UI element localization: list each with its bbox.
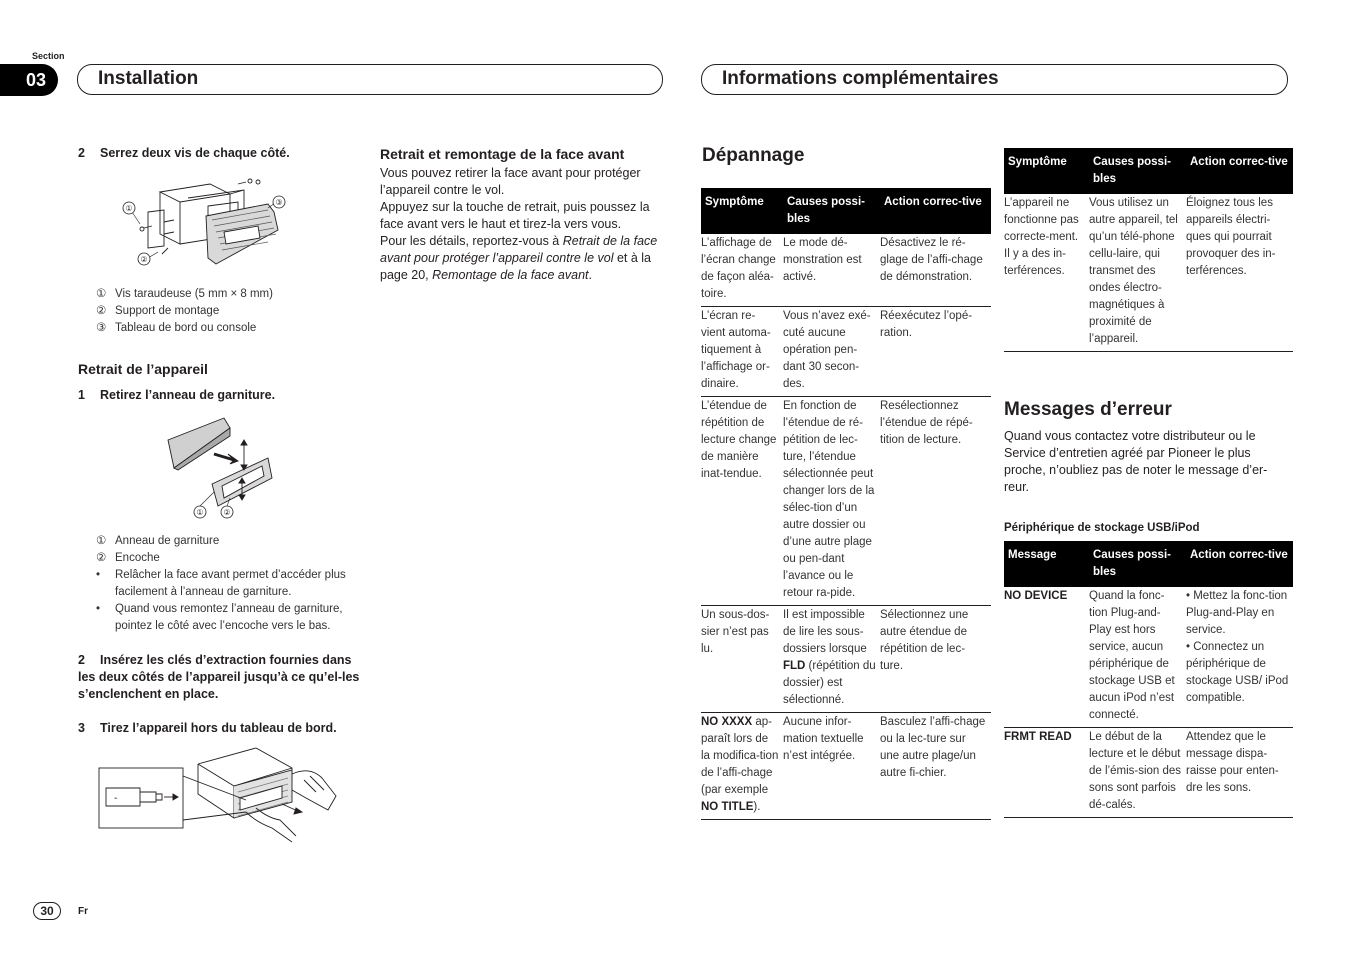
step-1-retirez: 1 Retirez l’anneau de garniture. [78,388,276,402]
depannage-heading: Dépannage [702,145,805,166]
section-label: Section [32,51,65,61]
usb-ipod-subheading: Périphérique de stockage USB/iPod [1004,522,1200,534]
face-avant-text [380,165,665,284]
paragraph: Appuyez sur la touche de retrait, puis poussez la face avant vers le haut et tirez-la vers vous. [380,200,650,231]
legend-marker: ① [96,288,107,300]
symptom-cell: L’affichage de l’écran change de façon aléa-toire. [701,234,783,307]
retrait-appareil-heading: Retrait de l’appareil [78,361,208,377]
cross-reference-link[interactable]: Retrait de la face avant pour protéger l’appareil contre le vol [380,234,658,265]
extraction-figure [96,746,346,846]
column-header: Causes possi-bles [783,188,880,234]
action-cell: • Mettez la fonc-tion Plug-and-Play en service. • Connectez un périphérique de stockage USB/ iPod compatible. [1186,587,1293,728]
step-3-tirez: 3 Tirez l’appareil hors du tableau de bord. [78,721,337,735]
action-cell: Basculez l’affi-chage ou la lec-ture sur une autre plage/un autre fi-chier. [880,713,991,820]
figure-2-legend [96,533,366,635]
installation-title: Installation [77,64,663,95]
message-cell: NO DEVICE [1004,587,1089,728]
action-cell: Désactivez le ré-glage de l’affi-chage de démonstration. [880,234,991,307]
callout-1: ① [196,508,204,517]
informations-title: Informations complémentaires [701,64,1288,95]
column-header: Causes possi-bles [1089,541,1186,587]
legend-marker: ① [96,535,107,547]
cause-cell: Vous n’avez exé-cuté aucune opération pen-dant 30 secon-des. [783,307,880,397]
column-header: Symptôme [701,188,783,234]
table-row [701,397,991,606]
action-cell: Réexécutez l’opé-ration. [880,307,991,397]
cross-reference-link[interactable]: Remontage de la face avant [432,268,589,282]
table-row [701,713,991,820]
legend-item: ① Vis taraudeuse (5 mm × 8 mm) [96,286,366,303]
legend-marker: ③ [96,322,107,334]
symptom-cell: Un sous-dos-sier n’est pas lu. [701,606,783,713]
callout-2: ② [223,508,231,517]
language-code: Fr [78,906,88,917]
action-cell: Attendez que le message dispa-raisse pour enten-dre les sons. [1186,728,1293,818]
table-header-row [1004,148,1293,194]
legend-item: • Relâcher la face avant permet d’accéder plus facilement à l’anneau de garniture. [96,567,366,601]
table-header-row [701,188,991,234]
cause-cell: Le mode dé-monstration est activé. [783,234,880,307]
table-row [701,307,991,397]
cause-cell: Quand la fonc-tion Plug-and-Play est hors service, aucun périphérique de stockage USB et aucun iPod n’est connecté. [1089,587,1186,728]
paragraph: Pour les détails, reportez-vous à Retrait de la face avant pour protéger l’appareil contre le vol et à la page 20, Remontage de la face avant. [380,234,658,282]
cause-cell: En fonction de l’étendue de ré-pétition de lec-ture, l’étendue sélectionnée peut changer lors de la sélec-tion d’un autre dossier ou d’une autre plage ou pen-dant l’avance ou le retour ra-pide. [783,397,880,606]
column-header: Causes possi-bles [1089,148,1186,194]
action-cell: Éloignez tous les appareils électri-ques qui pourrait provoquer des in-terférences. [1186,194,1293,352]
legend-marker: ② [96,305,107,317]
column-header: Symptôme [1004,148,1089,194]
depannage-table-continued [1004,148,1293,352]
step-2-inserez: 2 Insérez les clés d’extraction fournies dans les deux côtés de l’appareil jusqu’à ce qu’el-les s’enclenchent en place. [78,653,360,701]
cause-cell: Le début de la lecture et le début de l’émis-sion des sons sont parfois dé-calés. [1089,728,1186,818]
legend-item: ① Anneau de garniture [96,533,366,550]
key-label-icon: ⌁ [114,795,118,802]
action-cell: Sélectionnez une autre étendue de répétition de lec-ture. [880,606,991,713]
legend-item: ③ Tableau de bord ou console [96,320,366,337]
callout-1: ① [125,204,133,213]
column-header: Action correc-tive [880,188,991,234]
table-row [1004,194,1293,352]
legend-marker: ② [96,552,107,564]
legend-item: • Quand vous remontez l’anneau de garniture, pointez le côté avec l’encoche vers le bas. [96,601,366,635]
symptom-cell: L’appareil ne fonctionne pas correcte-ment. Il y a des in-terférences. [1004,194,1089,352]
messages-erreur-heading: Messages d’erreur [1004,399,1172,420]
legend-item: ② Encoche [96,550,366,567]
legend-marker: • [96,603,101,615]
cause-cell: Il est impossible de lire les sous-dossiers lorsque FLD (répétition du dossier) est sélectionné. [783,606,880,713]
callout-2: ② [140,255,148,264]
mounting-bracket-figure [118,172,293,272]
depannage-table [701,188,991,820]
step-2-serrez: 2 Serrez deux vis de chaque côté. [78,146,290,160]
table-row [701,234,991,307]
column-header: Action correc-tive [1186,541,1293,587]
symptom-cell: NO XXXX ap-paraît lors de la modifica-tion de l’affi-chage (par exemple NO TITLE). [701,713,783,820]
section-number-badge: 03 [0,64,58,96]
trim-ring-figure [160,414,280,524]
table-row [1004,587,1293,728]
cause-cell: Vous utilisez un autre appareil, tel qu’un télé-phone cellu-laire, qui transmet des ondes électro-magnétiques à proximité de l’appareil. [1089,194,1186,352]
paragraph: Vous pouvez retirer la face avant pour protéger l’appareil contre le vol. [380,166,641,197]
message-cell: FRMT READ [1004,728,1089,818]
cause-cell: Aucune infor-mation textuelle n’est intégrée. [783,713,880,820]
callout-3: ③ [275,198,283,207]
messages-intro: Quand vous contactez votre distributeur ou le Service d’entretien agréé par Pioneer le plus proche, n’oubliez pas de noter le message d’er-reur. [1004,429,1268,494]
page-number: 30 [33,902,61,920]
face-avant-heading: Retrait et remontage de la face avant [380,146,625,162]
messages-table [1004,541,1293,818]
table-header-row [1004,541,1293,587]
legend-item: ② Support de montage [96,303,366,320]
symptom-cell: L’étendue de répétition de lecture change de manière inat-tendue. [701,397,783,606]
legend-marker: • [96,569,101,581]
table-row [1004,728,1293,818]
column-header: Action correc-tive [1186,148,1293,194]
action-cell: Resélectionnez l’étendue de répé-tition de lecture. [880,397,991,606]
symptom-cell: L’écran re-vient automa-tiquement à l’affichage or-dinaire. [701,307,783,397]
figure-1-legend [96,286,366,337]
table-row [701,606,991,713]
column-header: Message [1004,541,1089,587]
